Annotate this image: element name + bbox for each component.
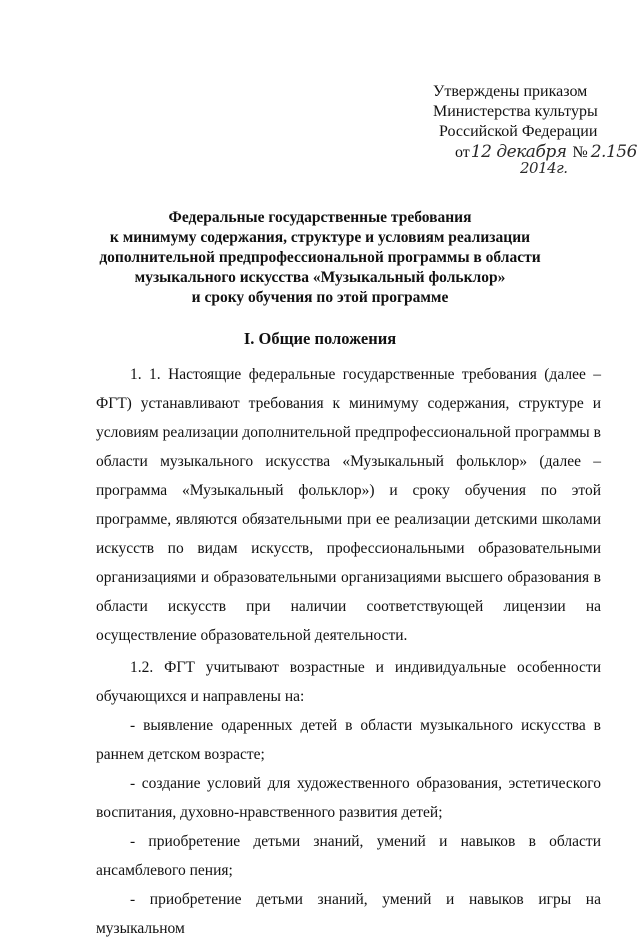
title-line-5: и сроку обучения по этой программе: [191, 289, 449, 306]
document-body: [96, 360, 601, 943]
title-line-4: музыкального искусства «Музыкальный фольклор»: [134, 269, 506, 286]
approval-block: [433, 82, 637, 177]
list-item-2: - создание условий для художественного образования, эстетического воспитания, духовно-нравственного развития детей;: [96, 775, 601, 821]
approval-line-3: Российской Федерации: [439, 123, 598, 140]
approval-number-handwritten: 2.156: [590, 142, 637, 162]
approval-line-1: Утверждены приказом: [433, 83, 588, 100]
title-line-1: Федеральные государственные требования: [168, 209, 472, 226]
approval-year-handwritten: 2014г.: [520, 159, 568, 177]
approval-line-2: Министерства культуры: [433, 103, 598, 120]
list-item-4: - приобретение детьми знаний, умений и навыков игры на музыкальном: [96, 891, 601, 937]
title-line-2: к минимуму содержания, структуре и условиям реализации: [109, 229, 531, 246]
approval-date-handwritten: 12 декабря: [470, 142, 567, 162]
paragraph-1-1: 1. 1. Настоящие федеральные государственные требования (далее – ФГТ) устанавливают требования к минимуму содержания, структуре и условиям реализации дополнительной предпрофессиональной программы в области музыкального искусства «Музыкальный фольклор» (далее – программа «Музыкальный фольклор») и сроку обучения по этой программе, являются обязательными при ее реализации детскими школами искусств по видам искусств, профессиональными образовательными организациями и образовательными организациями высшего образования в области искусств при наличии соответствующей лицензии на осуществление образовательной деятельности.: [96, 366, 601, 644]
title-line-3: дополнительной предпрофессиональной программы в области: [99, 249, 541, 266]
approval-date-line: [455, 142, 637, 177]
document-title: [60, 208, 580, 308]
paragraph-1-2: 1.2. ФГТ учитывают возрастные и индивидуальные особенности обучающихся и направлены на:: [96, 659, 601, 705]
list-item-1: - выявление одаренных детей в области музыкального искусства в раннем детском возрасте;: [96, 717, 601, 763]
list-item-3: - приобретение детьми знаний, умений и навыков в области ансамблевого пения;: [96, 833, 601, 879]
approval-number-label: №: [572, 144, 588, 161]
approval-from-label: от: [455, 144, 470, 161]
section-heading: I. Общие положения: [243, 329, 397, 348]
